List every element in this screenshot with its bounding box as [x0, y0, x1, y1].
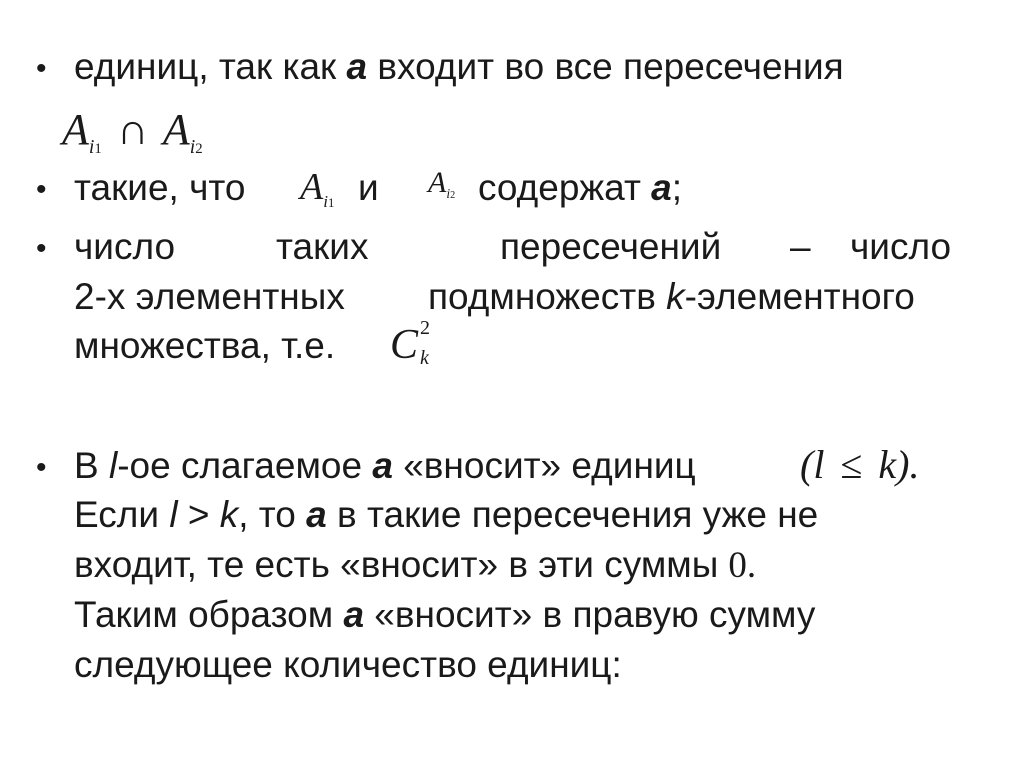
- bullet-4-line-5: следующее количество единиц:: [74, 644, 622, 685]
- variable-a: a: [372, 445, 393, 486]
- bullet-marker: •: [36, 173, 47, 206]
- bullet-2-text: [74, 169, 246, 206]
- bullet-3-line-2: подмножеств k-элементного: [428, 276, 915, 317]
- bullet-marker: •: [36, 232, 47, 265]
- set-symbol-ai2: $A_{i2}$: [428, 166, 456, 202]
- bullet-3-line-3: множества, т.е.: [74, 325, 336, 366]
- bullet-1-text: [74, 48, 844, 85]
- variable-a: a: [343, 594, 365, 635]
- set-symbol: A: [162, 105, 190, 154]
- combination-formula: C 2 k: [390, 317, 430, 369]
- text-fragment: единиц, так как: [74, 46, 347, 87]
- set-index: i1: [88, 135, 102, 158]
- bullet-2-tail: содержат a;: [478, 167, 683, 208]
- variable-l: l: [169, 494, 178, 535]
- set-index: i2: [189, 135, 203, 158]
- variable-a: a: [346, 46, 368, 87]
- bullet-3-line-1: таких: [276, 226, 369, 267]
- intersection-formula: [62, 105, 203, 158]
- set-symbol: A: [62, 105, 89, 154]
- conjunction-and: и: [358, 167, 379, 208]
- bullet-4-line-4: Таким образом a «вносит» в правую сумму: [74, 594, 816, 635]
- variable-k: k: [219, 494, 239, 535]
- text-fragment: входит во все пересечения: [367, 46, 844, 87]
- bullet-4-line-3: входит, те есть «вносит» в эти суммы 0.: [74, 544, 757, 586]
- bullet-3-line-1: –: [790, 226, 811, 267]
- variable-a: a: [306, 494, 327, 535]
- bullet-3-line-1: число: [74, 226, 176, 267]
- bullet-3-line-1: пересечений: [500, 226, 722, 267]
- variable-l: l: [108, 445, 118, 486]
- intersection-symbol: ∩: [116, 105, 149, 154]
- variable-k: k: [666, 276, 685, 317]
- bullet-marker: •: [36, 451, 47, 484]
- text-fragment: такие, что: [74, 167, 246, 208]
- bullet-3-line-2: 2-х элементных: [74, 276, 345, 317]
- bullet-4-line-1: В l-ое слагаемое a «вносит» единиц: [74, 445, 696, 486]
- bullet-3-line-1: число: [850, 226, 952, 267]
- zero-value: 0.: [728, 545, 757, 586]
- condition-formula: (l ≤ k).: [800, 442, 920, 487]
- set-symbol-ai1: $A_{i1}$: [300, 166, 335, 211]
- bullet-marker: •: [36, 52, 47, 85]
- bullet-4-line-2: Если l > k, то a в такие пересечения уже не: [74, 494, 819, 535]
- variable-a: a: [651, 167, 672, 208]
